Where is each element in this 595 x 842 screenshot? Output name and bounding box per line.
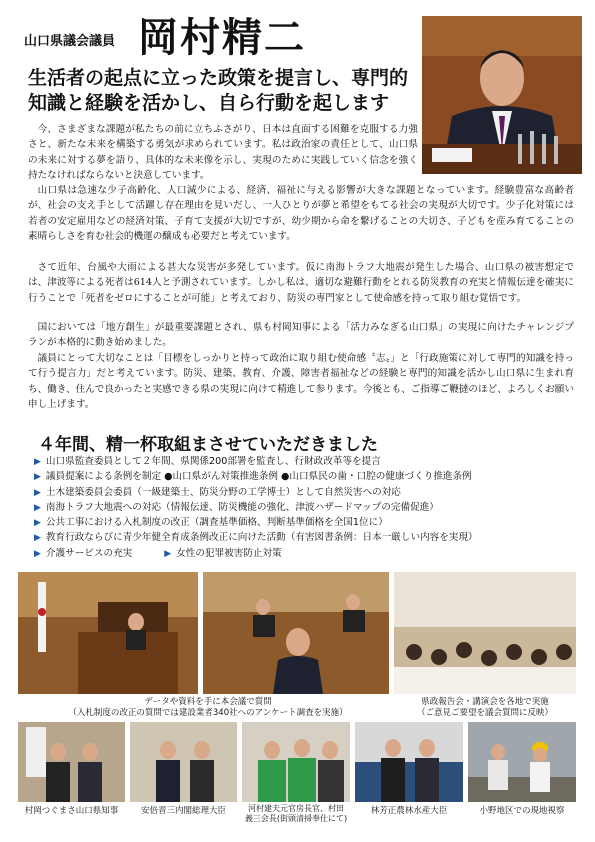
photo-governor bbox=[18, 722, 125, 802]
caption-line: 河村建夫元官房長官、村田 bbox=[248, 804, 344, 813]
caption-agriculture-minister: 林芳正農林水産大臣 bbox=[370, 806, 448, 816]
list-item bbox=[34, 469, 574, 484]
bullet-icon: ▶ bbox=[34, 472, 41, 483]
list-item-text: 議員提案による条例を制定 ●山口県がん対策推進条例 ●山口県民の歯・口腔の健康づくり推進条例 bbox=[45, 471, 472, 483]
list-item-text: 教育行政ならびに青少年健全育成条例改正に向けた活動（有害図書条例：日本一厳しい内容を実現） bbox=[45, 532, 478, 544]
list-item bbox=[34, 500, 574, 515]
list-item-text: 公共工事における入札制度の改正（調査基準価格、判断基準価格を全国1位に） bbox=[45, 517, 388, 529]
portrait-photo bbox=[422, 16, 582, 174]
caption-prime-minister: 安倍晋三内閣総理大臣 bbox=[140, 806, 226, 816]
paragraph: さて近年、台風や大雨による甚大な災害が多発しています。仮に南海トラフ大地震が発生した場合、山口県の被害想定では、津波等による死者は614人と予測されています。しかし私は、適切な避難行動をとれる防災教育の充実と情報伝達を確実に行うことで「死者をゼロにすることが可能」と考えており、防災の専門家として使命感を持って取り組む覚悟です。 bbox=[28, 262, 574, 304]
list-item-text: 女性の犯罪被害防止対策 bbox=[176, 547, 282, 559]
bullet-icon: ▶ bbox=[34, 502, 41, 513]
paragraph: 山口県は急速な少子高齢化、人口減少による、経済、福祉に与える影響が大きな課題となっています。経験豊富な高齢者が、社会の支え手として活躍し存在理由を見いだし、一人ひとりが夢と希望をもてる社会の実現が大切です。少子化対策には若者の安定雇用などの経済対策、子育て支援が大切ですが、幼少期から命を繋げることの大切さ、子どもを産み育てることの素晴らしさを育む社会的機運の醸成も必要だと考えています。 bbox=[28, 185, 574, 243]
bullet-icon: ▶ bbox=[164, 548, 172, 559]
assembly-photo-2 bbox=[203, 572, 389, 694]
list-item-text: 山口県監査委員として２年間、県関係200部署を監査し、行財政改革等を提言 bbox=[45, 456, 381, 467]
caption-line: （入札制度の改正の質問では建設業者340社へのアンケート調査を実施） bbox=[68, 708, 348, 718]
photo-prime-minister bbox=[130, 722, 237, 802]
role-label: 山口県議会議員 bbox=[24, 34, 116, 49]
paragraph: 国においては「地方創生」が最重要課題とされ、県も村岡知事による「活力みなぎる山口県」の実現に向けたチャレンジプランが本格的に動き始めました。 bbox=[28, 322, 574, 349]
achievement-list bbox=[34, 454, 574, 561]
paragraph: 議員にとって大切なことは「目標をしっかりと持って政治に取り組む使命感〝志〟」と「行政施策に対して専門的知識を持って行う提言力」だと考えています。防災、建築、教育、介護、障害者福祉などの経験と専門的知識を活かし山口県に生まれ育ち、働き、住んで良かったと実感できる県の実現に向けて精進して参ります。今後とも、ご指導ご鞭撻のほど、よろしくお願い申し上げます。 bbox=[28, 353, 574, 411]
headline-line: 生活者の起点に立った政策を提言し、専門的 bbox=[28, 67, 409, 89]
list-item bbox=[34, 530, 574, 545]
caption-line: （ご意見ご要望を議会質問に反映） bbox=[416, 708, 553, 718]
paragraph: 今、さまざまな課題が私たちの前に立ちふさがり、日本は直面する困難を克服する力強さと、新たな未来を構築する勇気が求められています。私は政治家の責任として、山口県の未来に対する夢を語り、具体的な未来像を示し、実現のために実践していく信念を強く持たなければならないと決意しています。 bbox=[28, 124, 418, 182]
bullet-icon: ▶ bbox=[34, 533, 41, 544]
assembly-photo-1 bbox=[18, 572, 198, 694]
photo-street-cleanup bbox=[242, 722, 350, 802]
section-title: ４年間、精一杯取組まさせていただきました bbox=[38, 435, 378, 455]
bullet-icon: ▶ bbox=[34, 548, 41, 559]
assembly-caption bbox=[18, 697, 398, 719]
caption-line: 県政報告会・講演会を各地で実施 bbox=[421, 697, 549, 707]
photo-agriculture-minister bbox=[355, 722, 463, 802]
photo-site-inspection bbox=[468, 722, 576, 802]
headline bbox=[28, 66, 420, 116]
member-name: 岡村精二 bbox=[138, 14, 306, 61]
caption-line: 義三会長(街頭清掃奉仕にて) bbox=[244, 814, 348, 823]
list-item bbox=[34, 546, 574, 561]
caption-site-inspection: 小野地区での現地視察 bbox=[479, 806, 565, 816]
caption-governor: 村岡つぐまさ山口県知事 bbox=[24, 806, 119, 816]
report-caption bbox=[394, 697, 576, 719]
caption-line: データや資料を手に本会議で質問 bbox=[144, 697, 272, 707]
list-item bbox=[34, 485, 574, 500]
list-item-text: 南海トラフ大地震への対応（情報伝達、防災機能の強化、津波ハザードマップの完備促進） bbox=[45, 501, 439, 513]
caption-street-cleanup bbox=[242, 804, 350, 824]
bullet-icon: ▶ bbox=[34, 487, 41, 498]
bullet-icon: ▶ bbox=[34, 457, 41, 467]
list-item-text: 土木建築委員会委員（一級建築士、防災分野の工学博士）として自然災害への対応 bbox=[45, 486, 401, 498]
list-item bbox=[34, 515, 574, 530]
report-meeting-photo bbox=[394, 572, 576, 694]
list-item bbox=[34, 454, 574, 469]
list-item-text: 介護サービスの充実 bbox=[45, 547, 133, 559]
headline-line: 知識と経験を活かし、自ら行動を起します bbox=[28, 92, 390, 114]
bullet-icon: ▶ bbox=[34, 518, 41, 529]
